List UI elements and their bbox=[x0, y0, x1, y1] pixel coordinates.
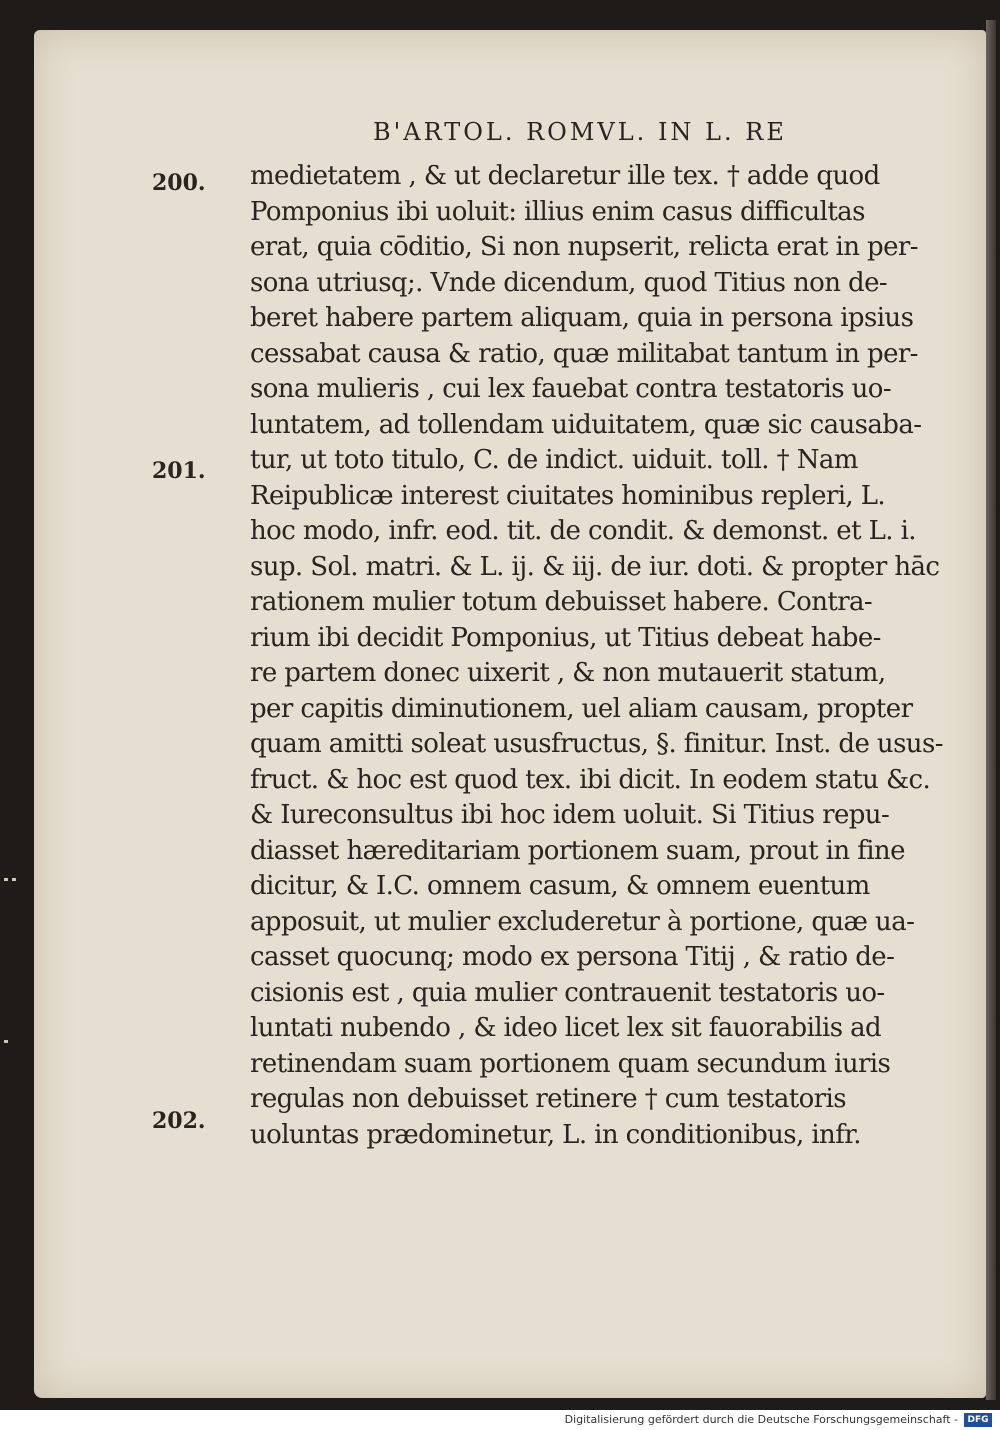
text-line: re partem donec uixerit , & non mutauerit statum, bbox=[250, 658, 886, 688]
text-line: sup. Sol. matri. & L. ij. & iij. de iur. doti. & propter hāc bbox=[250, 551, 940, 582]
running-header: B'ARTOL. ROMVL. IN L. RE bbox=[373, 118, 787, 146]
text-line: dicitur, & I.C. omnem casum, & omnem euentum bbox=[250, 871, 870, 901]
text-line: Reipublicæ interest ciuitates hominibus repleri, L. bbox=[250, 480, 886, 511]
text-line: medietatem , & ut declaretur ille tex. † adde quod bbox=[250, 161, 880, 191]
margin-number: 202. bbox=[152, 1108, 206, 1134]
margin-number: 201. bbox=[152, 458, 206, 484]
text-line: apposuit, ut mulier excluderetur à portione, quæ ua- bbox=[250, 906, 915, 937]
funding-notice: Digitalisierung gefördert durch die Deutsche Forschungsgemeinschaft - bbox=[564, 1413, 958, 1426]
text-line: rationem mulier totum debuisset habere. Contra- bbox=[250, 587, 873, 617]
text-line: luntatem, ad tollendam uiduitatem, quæ sic causaba- bbox=[250, 409, 922, 440]
text-line: per capitis diminutionem, uel aliam causam, propter bbox=[250, 693, 913, 724]
text-line: sona utriusq;. Vnde dicendum, quod Titius non de- bbox=[250, 267, 888, 298]
text-line: retinendam suam portionem quam secundum iuris bbox=[250, 1048, 891, 1079]
page-edge bbox=[986, 20, 996, 1400]
text-line: uoluntas prædominetur, L. in conditionibus, infr. bbox=[250, 1119, 861, 1150]
text-line: casset quocunq; modo ex persona Titij , & ratio de- bbox=[250, 942, 895, 972]
margin-number: 200. bbox=[152, 170, 206, 196]
text-line: Pomponius ibi uoluit: illius enim casus difficultas bbox=[250, 196, 865, 227]
text-line: & Iureconsultus ibi hoc idem uoluit. Si Titius repu- bbox=[250, 800, 890, 830]
footer-bar bbox=[0, 1410, 1000, 1430]
text-line: luntati nubendo , & ideo licet lex sit fauorabilis ad bbox=[250, 1013, 882, 1043]
text-line: rium ibi decidit Pomponius, ut Titius debeat habe- bbox=[250, 622, 881, 653]
edge-mark bbox=[4, 1040, 8, 1043]
text-line: quam amitti soleat ususfructus, §. finitur. Inst. de usus- bbox=[250, 729, 943, 759]
text-line: diasset hæreditariam portionem suam, prout in fine bbox=[250, 835, 905, 866]
text-line: hoc modo, infr. eod. tit. de condit. & demonst. et L. i. bbox=[250, 516, 916, 546]
text-line: cisionis est , quia mulier contrauenit testatoris uo- bbox=[250, 977, 885, 1008]
dfg-logo-icon: DFG bbox=[964, 1413, 992, 1427]
text-line: fruct. & hoc est quod tex. ibi dicit. In eodem statu &c. bbox=[250, 764, 931, 795]
text-line: regulas non debuisset retinere † cum testatoris bbox=[250, 1084, 846, 1114]
text-line: beret habere partem aliquam, quia in persona ipsius bbox=[250, 303, 914, 333]
text-line: erat, quia cōditio, Si non nupserit, relicta erat in per- bbox=[250, 232, 918, 262]
text-line: tur, ut toto titulo, C. de indict. uiduit. toll. † Nam bbox=[250, 445, 858, 475]
edge-mark bbox=[12, 878, 16, 881]
text-line: sona mulieris , cui lex fauebat contra testatoris uo- bbox=[250, 374, 892, 404]
body-text bbox=[250, 159, 943, 1153]
text-line: cessabat causa & ratio, quæ militabat tantum in per- bbox=[250, 338, 918, 369]
edge-mark bbox=[4, 878, 8, 881]
